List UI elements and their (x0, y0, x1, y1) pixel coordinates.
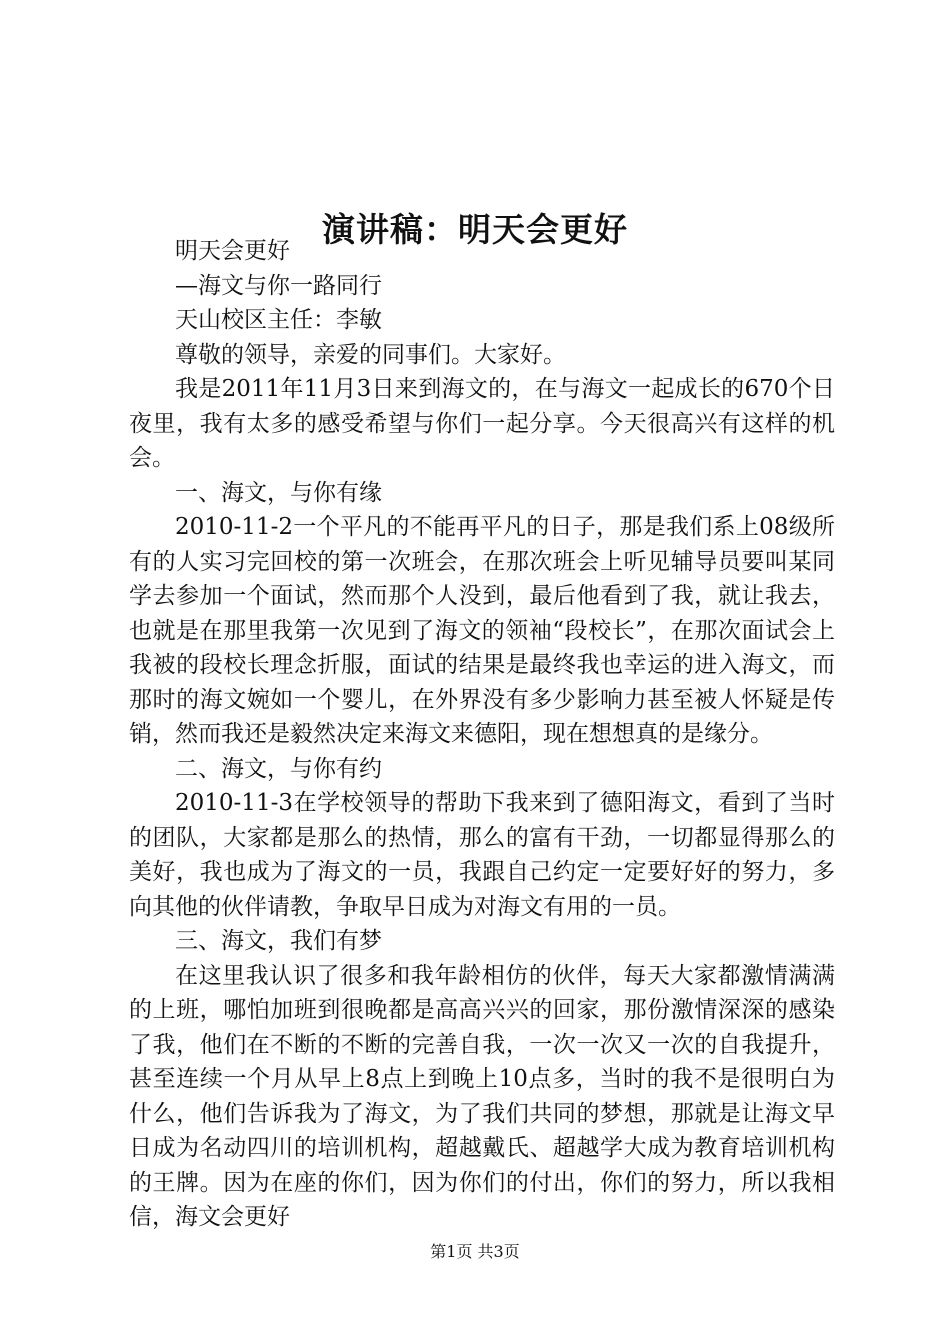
paragraph-section-3: 在这里我认识了很多和我年龄相仿的伙伴，每天大家都激情满满的上班，哪怕加班到很晚都是高高兴兴的回家，那份激情深深的感染了我，他们在不断的不断的完善自我，一次一次又一次的自我提升，甚至连续一个月从早上8点上到晚上10点多，当时的我不是很明白为什么，他们告诉我为了海文，为了我们共同的梦想，那就是让海文早日成为名动四川的培训机构，超越戴氏、超越学大成为教育培训机构的王牌。因为在座的你们，因为你们的付出，你们的努力，所以我相信，海文会更好 (129, 962, 835, 1230)
paragraph-speaker: 天山校区主任：李敏 (175, 307, 382, 333)
section-heading-3: 三、海文，我们有梦 (175, 928, 382, 954)
document-title: 演讲稿：明天会更好 (322, 210, 628, 250)
section-heading-1: 一、海文，与你有缘 (175, 479, 382, 506)
paragraph-section-1: 2010-11-2一个平凡的不能再平凡的日子，那是我们系上08级所有的人实习完回校的第一次班会，在那次班会上听见辅导员要叫某同学去参加一个面试，然而那个人没到，最后他看到了我，就让我去，也就是在那里我第一次见到了海文的领袖“段校长”，在那次面试会上我被的段校长理念折服，面试的结果是最终我也幸运的进入海文，而那时的海文婉如一个婴儿，在外界没有多少影响力甚至被人怀疑是传销，然而我还是毅然决定来海文来德阳，现在想想真的是缘分。 (129, 514, 835, 747)
page-footer: 第1页 共3页 (430, 1242, 520, 1261)
paragraph-tagline: —海文与你一路同行 (175, 272, 382, 299)
paragraph-section-2: 2010-11-3在学校领导的帮助下我来到了德阳海文，看到了当时的团队，大家都是那么的热情，那么的富有干劲，一切都显得那么的美好，我也成为了海文的一员，我跟自己约定一定要好好的努力，多向其他的伙伴请教，争取早日成为对海文有用的一员。 (129, 790, 835, 920)
paragraph-subtitle: 明天会更好 (175, 238, 290, 264)
section-heading-2: 二、海文，与你有约 (175, 755, 382, 782)
paragraph-greeting: 尊敬的领导，亲爱的同事们。大家好。 (175, 341, 566, 368)
document-body (129, 234, 835, 1235)
paragraph-intro: 我是2011年11月3日来到海文的，在与海文一起成长的670个日夜里，我有太多的感受希望与你们一起分享。今天很高兴有这样的机会。 (129, 376, 835, 471)
